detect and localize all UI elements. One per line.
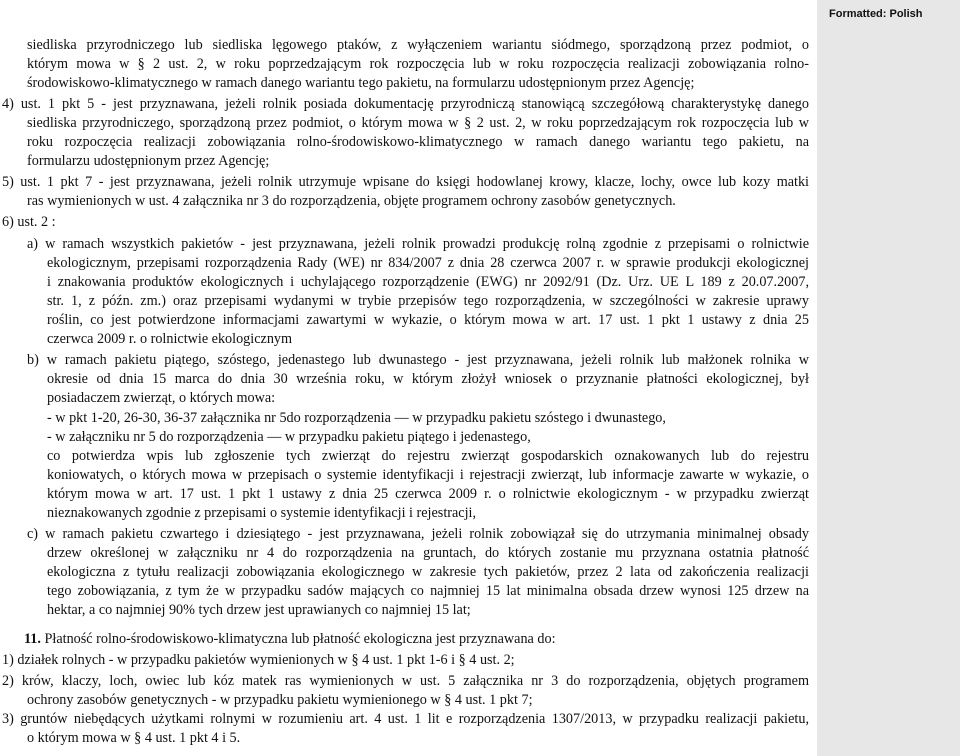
sub-item-b: b) w ramach pakietu piątego, szóstego, jedenastego lub dwunastego - jest przyznawana, jeżeli rolnik lub małżonek rolnika w [27, 352, 809, 368]
text-line: ochrony zasobów genetycznych - w przypadku pakietu wymienionego w § 4 ust. 1 pkt 7; [27, 692, 533, 708]
list-item-4: 4) ust. 1 pkt 5 - jest przyznawana, jeżeli rolnik posiada dokumentację przyrodniczą stanowiącą szczegółową charakterystykę danego [2, 96, 809, 112]
sub-item-c: c) w ramach pakietu czwartego i dziesiątego - jest przyznawana, jeżeli rolnik zobowiązał się do utrzymania minimalnej obsady [27, 526, 809, 542]
text-line: koniowatych, o których mowa w przepisach o systemie identyfikacji i rejestracji zwierząt, lub informacje zawarte w wykazie, o [47, 467, 809, 483]
text-line: okresie od dnia 15 marca do dnia 30 września roku, w którym złożył wniosek o przyznanie płatności ekologicznej, był [47, 371, 809, 387]
text-line: tego zobowiązania, z tym że w przypadku sadów mających co najmniej 15 lat minimalna obsada drzew wynosi 125 drzew na [47, 583, 809, 599]
text-line: o którym mowa w § 4 ust. 1 pkt 4 i 5. [27, 730, 241, 746]
text-line: którym mowa w § 2 ust. 2, w roku poprzedzającym rok rozpoczęcia lub w roku rozpoczęcia realizacji zobowiązania rolno- [27, 56, 809, 72]
text-line: którym mowa w art. 17 ust. 1 pkt 1 ustawy z dnia 25 czerwca 2009 r. o rolnictwie ekologicznym - w przypadku zwierząt [47, 486, 809, 502]
text-line: hektar, a co najmniej 90% tych drzew jest uprawianych co najmniej 15 lat; [47, 602, 471, 618]
text-line: - w pkt 1-20, 26-30, 36-37 załącznika nr 5do rozporządzenia — w przypadku pakietu szóstego i dwunastego, [47, 410, 666, 426]
comment-sidebar [817, 0, 960, 756]
text-line: siedliska przyrodniczego, sporządzoną przez podmiot, o którym mowa w § 2 ust. 2, w roku poprzedzającym rok rozpoczęcia lub w [27, 115, 809, 131]
text-line: roku rozpoczęcia realizacji zobowiązania rolno-środowiskowo-klimatycznego w ramach danego wariantu tego pakietu, na [27, 134, 809, 150]
text-line: środowiskowo-klimatycznego w ramach danego wariantu tego pakietu, na formularzu udostępnionym przez Agencję; [27, 75, 695, 91]
text-line: i znakowania produktów ekologicznych i uchylającego rozporządzenie (EWG) nr 2092/91 (Dz. Urz. UE L 189 z 20.07.2007, [47, 274, 809, 290]
text-line: ekologicznym, przepisami rozporządzenia Rady (WE) nr 834/2007 z dnia 28 czerwca 2007 r. w sprawie produkcji ekologicznej [47, 255, 809, 271]
formatting-note: Formatted: Polish [829, 8, 923, 20]
text-line: co potwierdza wpis lub zgłoszenie tych zwierząt do rejestru zwierząt gospodarskich oznakowanych lub do rejestru [47, 448, 809, 464]
section-11-heading [24, 630, 556, 649]
text-line: roślin, co jest potwierdzone informacjami zawartymi w wykazie, o którym mowa w art. 17 ust. 1 pkt 1 ustawy z dnia 25 [47, 312, 809, 328]
list-item-2: 2) krów, klaczy, loch, owiec lub kóz matek ras wymienionych w ust. 5 załącznika nr 3 do rozporządzenia, objętych programem [2, 673, 809, 689]
text-line: - w załączniku nr 5 do rozporządzenia — w przypadku pakietu piątego i jedenastego, [47, 429, 531, 445]
text-line: posiadaczem zwierząt, o których mowa: [47, 390, 276, 406]
list-item-1: 1) działek rolnych - w przypadku pakietów wymienionych w § 4 ust. 1 pkt 1-6 i § 4 ust. 2; [2, 652, 515, 668]
list-item-6: 6) ust. 2 : [2, 214, 56, 230]
section-number: 11. [24, 631, 41, 647]
text-line: siedliska przyrodniczego lub siedliska lęgowego ptaków, z wyłączeniem wariantu siódmego, sporządzoną przez podmiot, o [27, 37, 809, 53]
sub-item-a: a) w ramach wszystkich pakietów - jest przyznawana, jeżeli rolnik prowadzi produkcję rolną zgodnie z przepisami o rolnictwie [27, 236, 809, 252]
text-line: str. 1, z późn. zm.) oraz przepisami wydanymi w trybie przepisów tego rozporządzenia, w szczególności w zakresie uprawy [47, 293, 809, 309]
text-line: ras wymienionych w ust. 4 załącznika nr 3 do rozporządzenia, objęte programem ochrony zasobów genetycznych. [27, 193, 676, 209]
text-line: drzew określonej w załączniku nr 4 do rozporządzenia na gruntach, do których zostanie mu przyznana ostatnia płatność [47, 545, 809, 561]
list-item-5: 5) ust. 1 pkt 7 - jest przyznawana, jeżeli rolnik utrzymuje wpisane do księgi hodowlanej krowy, klacze, lochy, owce lub kozy matki [2, 174, 809, 190]
section-text: Płatność rolno-środowiskowo-klimatyczna lub płatność ekologiczna jest przyznawana do: [44, 631, 556, 647]
text-line: nieznakowanych zgodnie z przepisami o systemie identyfikacji i rejestracji, [47, 505, 477, 521]
text-line: formularzu udostępnionym przez Agencję; [27, 153, 270, 169]
list-item-3: 3) gruntów niebędących użytkami rolnymi w rozumieniu art. 4 ust. 1 lit e rozporządzenia 1307/2013, w przypadku realizacji pakietu, [2, 711, 809, 727]
text-line: ekologiczna z tytułu realizacji zobowiązania ekologicznego w zakresie tych pakietów, przez 2 lata od zakończenia realizacji [47, 564, 809, 580]
text-line: czerwca 2009 r. o rolnictwie ekologicznym [47, 331, 293, 347]
